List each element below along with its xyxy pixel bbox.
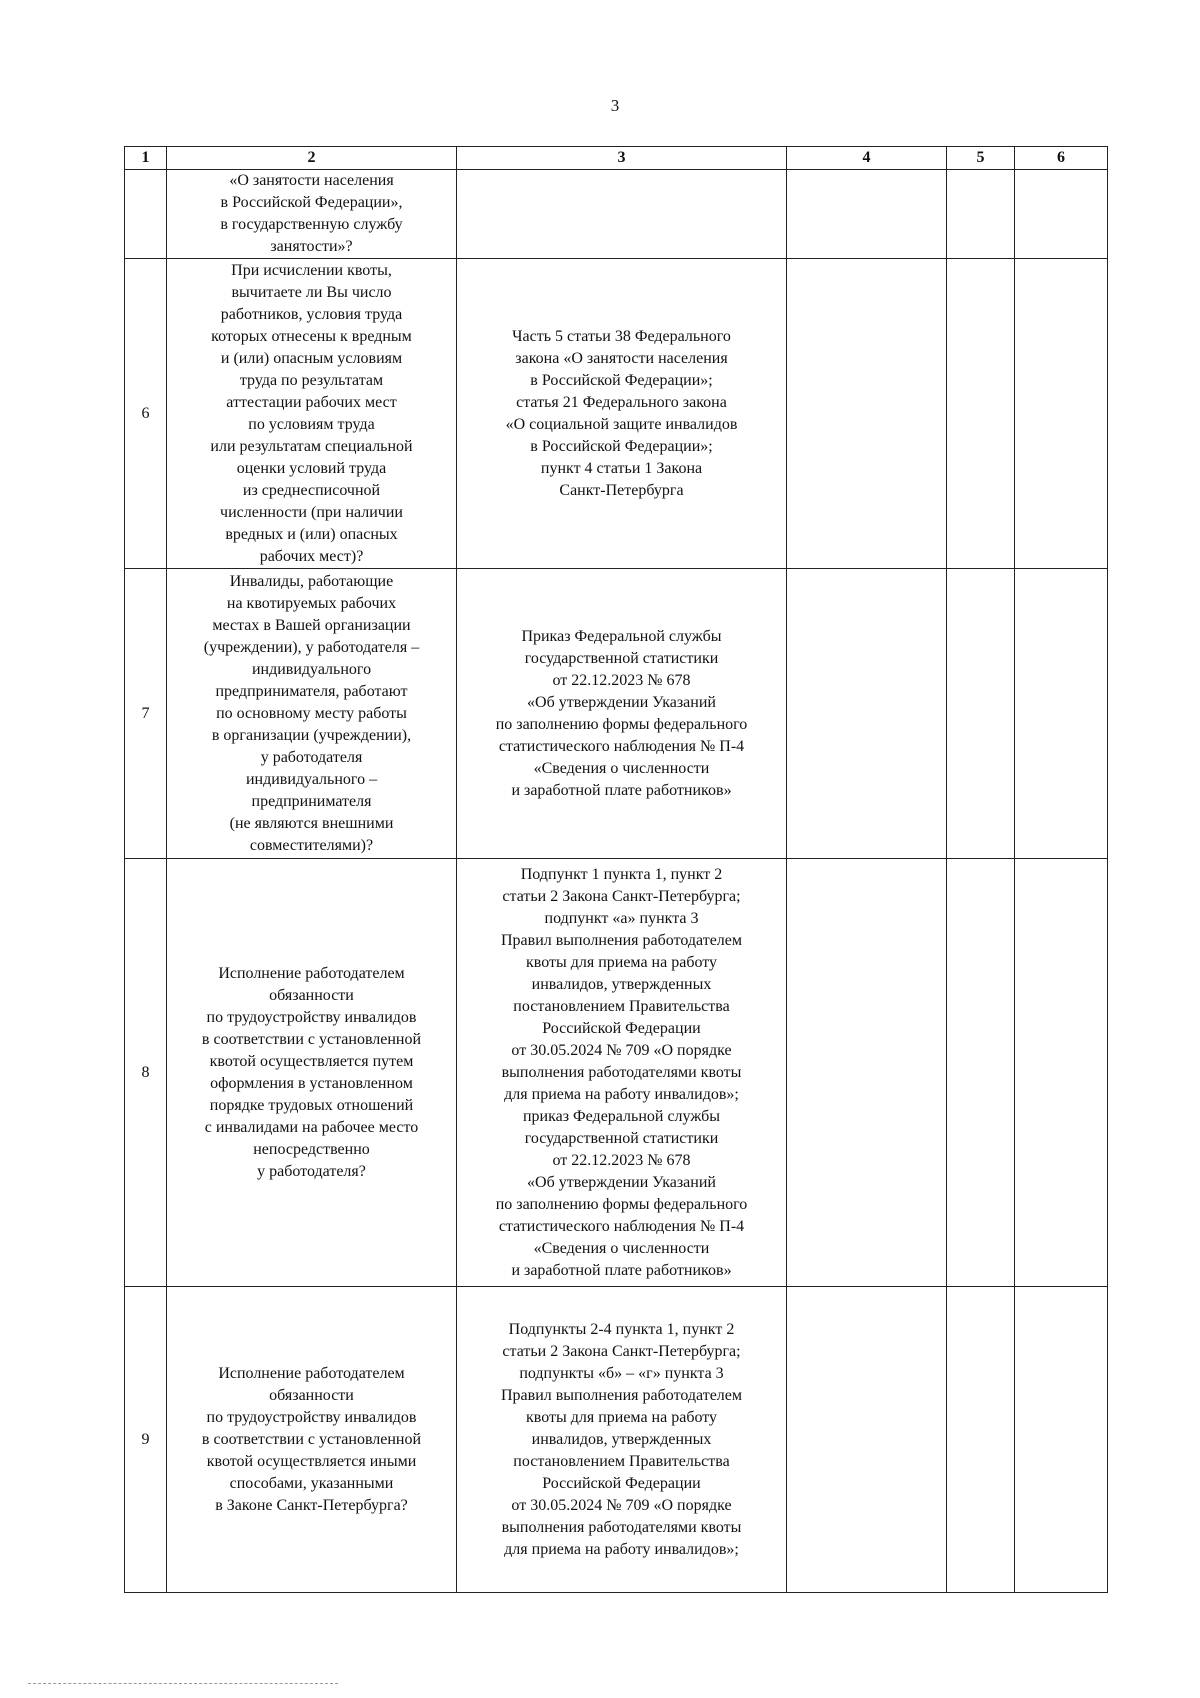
table-row	[125, 859, 1108, 1287]
legal-reference-cell: Приказ Федеральной службы государственной статистики от 22.12.2023 № 678 «Об утверждении Указаний по заполнению формы федерального статистического наблюдения № П-4 «Сведения о численности и заработной плате работников»	[457, 569, 787, 859]
answer-cell-6	[1015, 859, 1108, 1287]
table-row	[125, 259, 1108, 569]
column-header-2: 2	[167, 147, 457, 170]
answer-cell-5	[947, 859, 1015, 1287]
header-row	[125, 147, 1108, 170]
column-header-4: 4	[787, 147, 947, 170]
page-number: 3	[610, 96, 620, 115]
table-row	[125, 569, 1108, 859]
column-header-5: 5	[947, 147, 1015, 170]
column-header-3: 3	[457, 147, 787, 170]
answer-cell-5	[947, 1287, 1015, 1593]
answer-cell-4	[787, 569, 947, 859]
row-number	[125, 170, 167, 259]
question-cell: Исполнение работодателем обязанности по трудоустройству инвалидов в соответствии с установленной квотой осуществляется иными способами, указанными в Законе Санкт-Петербурга?	[167, 1287, 457, 1593]
row-number: 6	[125, 259, 167, 569]
answer-cell-4	[787, 859, 947, 1287]
table-header	[125, 147, 1108, 170]
question-cell: «О занятости населения в Российской Федерации», в государственную службу занятости»?	[167, 170, 457, 259]
answer-cell-6	[1015, 259, 1108, 569]
table-row	[125, 170, 1108, 259]
row-number: 7	[125, 569, 167, 859]
table-body	[125, 170, 1108, 1593]
answer-cell-4	[787, 1287, 947, 1593]
answer-cell-5	[947, 170, 1015, 259]
column-header-1: 1	[125, 147, 167, 170]
legal-reference-cell	[457, 170, 787, 259]
legal-reference-cell: Часть 5 статьи 38 Федерального закона «О занятости населения в Российской Федерации»; статья 21 Федерального закона «О социальной защите инвалидов в Российской Федерации»; пункт 4 статьи 1 Закона Санкт-Петербурга	[457, 259, 787, 569]
answer-cell-6	[1015, 569, 1108, 859]
question-cell: При исчислении квоты, вычитаете ли Вы число работников, условия труда которых отнесены к вредным и (или) опасным условиям труда по результатам аттестации рабочих мест по условиям труда или результатам специальной оценки условий труда из среднесписочной численности (при наличии вредных и (или) опасных рабочих мест)?	[167, 259, 457, 569]
column-header-6: 6	[1015, 147, 1108, 170]
row-number: 8	[125, 859, 167, 1287]
answer-cell-6	[1015, 1287, 1108, 1593]
row-number: 9	[125, 1287, 167, 1593]
question-cell: Инвалиды, работающие на квотируемых рабочих местах в Вашей организации (учреждении), у работодателя – индивидуального предпринимателя, работают по основному месту работы в организации (учреждении), у работодателя индивидуального – предпринимателя (не являются внешними совместителями)?	[167, 569, 457, 859]
scan-edge-line	[28, 1683, 338, 1684]
answer-cell-4	[787, 170, 947, 259]
checklist-table	[124, 146, 1108, 1593]
table-row	[125, 1287, 1108, 1593]
answer-cell-5	[947, 569, 1015, 859]
answer-cell-4	[787, 259, 947, 569]
question-cell: Исполнение работодателем обязанности по трудоустройству инвалидов в соответствии с установленной квотой осуществляется путем оформления в установленном порядке трудовых отношений с инвалидами на рабочее место непосредственно у работодателя?	[167, 859, 457, 1287]
answer-cell-5	[947, 259, 1015, 569]
legal-reference-cell: Подпункты 2-4 пункта 1, пункт 2 статьи 2 Закона Санкт-Петербурга; подпункты «б» – «г» пункта 3 Правил выполнения работодателем квоты для приема на работу инвалидов, утвержденных постановлением Правительства Российской Федерации от 30.05.2024 № 709 «О порядке выполнения работодателями квоты для приема на работу инвалидов»;	[457, 1287, 787, 1593]
answer-cell-6	[1015, 170, 1108, 259]
legal-reference-cell: Подпункт 1 пункта 1, пункт 2 статьи 2 Закона Санкт-Петербурга; подпункт «а» пункта 3 Правил выполнения работодателем квоты для приема на работу инвалидов, утвержденных постановлением Правительства Российской Федерации от 30.05.2024 № 709 «О порядке выполнения работодателями квоты для приема на работу инвалидов»; приказ Федеральной службы государственной статистики от 22.12.2023 № 678 «Об утверждении Указаний по заполнению формы федерального статистического наблюдения № П-4 «Сведения о численности и заработной плате работников»	[457, 859, 787, 1287]
